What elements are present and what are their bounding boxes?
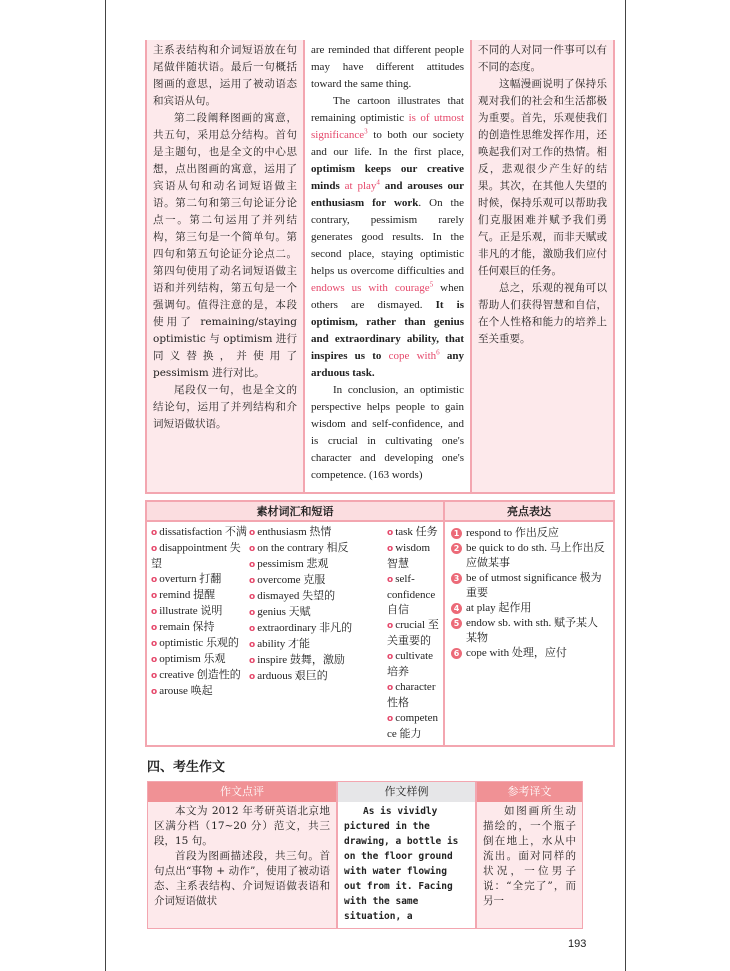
vocab-header: 素材词汇和短语 <box>147 502 443 522</box>
vocab-item: o dissatisfaction 不满 <box>151 525 249 541</box>
highlight-en: respond to <box>466 527 513 539</box>
highlight-zh: 极为重要 <box>466 572 602 599</box>
highlight-text <box>466 646 567 661</box>
review-para: 首段为图画描述段，共三句。首句点出“事物 + 动作”，使用了被动语态、主系表结构、介词短语做表语和介词短语做状 <box>154 850 330 907</box>
number-badge: 4 <box>451 603 462 614</box>
vocab-item: o arouse 唤起 <box>151 684 249 700</box>
review-header: 作文点评 <box>148 782 336 802</box>
vocab-item: o illustrate 说明 <box>151 604 249 620</box>
page-edge-right <box>625 0 626 971</box>
commentary-para: 主系表结构和介词短语放在句尾做伴随状语。最后一句概括图画的意思，运用了被动语态和宾语从句。 <box>153 44 297 107</box>
vocab-item: o character 性格 <box>387 680 439 711</box>
translation-para: 总之，乐观的视角可以帮助人们获得智慧和自信，在个人性格和能力的培养上至关重要。 <box>478 282 607 345</box>
highlight-en: cope with <box>466 647 510 659</box>
vocab-item: o overcome 克服 <box>249 573 387 589</box>
page-content <box>145 0 615 971</box>
vocab-item: o crucial 至关重要的 <box>387 618 439 649</box>
vocab-item: o dismayed 失望的 <box>249 589 387 605</box>
essay-text-segment: 3 <box>364 127 368 136</box>
highlight-item <box>451 646 607 661</box>
page-edge-left <box>105 0 106 971</box>
essay-text-segment: cope with <box>388 350 437 362</box>
highlight-text <box>466 571 607 601</box>
number-badge: 5 <box>451 618 462 629</box>
highlights-header: 亮点表达 <box>445 502 613 522</box>
vocab-item: o cultivate 培养 <box>387 649 439 680</box>
number-badge: 6 <box>451 648 462 659</box>
vocab-item: o on the contrary 相反 <box>249 541 387 557</box>
essay-text-segment: to both our society and our life. In the first place, <box>311 129 464 158</box>
highlights-list <box>445 522 613 665</box>
vocab-column <box>387 525 439 742</box>
essay-text-segment: when others are dismayed. <box>311 282 464 311</box>
essay-text-segment: at play <box>344 180 377 192</box>
vocab-column <box>151 525 249 742</box>
essay-text-segment: and arouses our enthusiasm for work <box>311 180 464 209</box>
student-essay-table <box>147 781 583 929</box>
highlight-text <box>466 601 531 616</box>
highlight-zh: 作出反应 <box>514 527 559 539</box>
vocab-item: o optimistic 乐观的 <box>151 636 249 652</box>
highlight-zh: 起作用 <box>498 602 532 614</box>
vocab-item: o disappointment 失望 <box>151 541 249 572</box>
essay-text-segment: any arduous task. <box>311 350 464 379</box>
translation-para: 不同的人对同一件事可以有不同的态度。 <box>478 44 607 73</box>
essay-text-segment: 4 <box>376 178 380 187</box>
commentary-para: 尾段仅一句，也是全文的结论句，运用了并列结构和介词短语做状语。 <box>153 384 297 430</box>
vocab-item: o ability 才能 <box>249 637 387 653</box>
highlight-text <box>466 616 607 646</box>
vocab-item: o remain 保持 <box>151 620 249 636</box>
translation-column <box>470 40 615 492</box>
vocab-list <box>147 522 443 745</box>
highlight-zh: 赋予某人某物 <box>466 617 598 644</box>
vocab-item: o genius 天赋 <box>249 605 387 621</box>
essay-column <box>305 40 470 492</box>
highlight-item <box>451 541 607 571</box>
sample-para: As is vividly pictured in the drawing, a bottle is on the floor ground with water flowing out from it. Facing with the same situation, a <box>344 806 459 922</box>
essay-para: are reminded that different people may have different attitudes toward the same thing. <box>311 44 464 90</box>
vocab-item: o extraordinary 非凡的 <box>249 621 387 637</box>
vocab-item: o inspire 鼓舞，激励 <box>249 653 387 669</box>
essay-para: In conclusion, an optimistic perspective helps people to gain wisdom and self-confidence, and is crucial in cultivating one's character and developing one's competence. (163 words) <box>311 384 464 481</box>
vocab-item: o remind 提醒 <box>151 588 249 604</box>
sample-header: 作文样例 <box>338 782 475 802</box>
vocab-item: o enthusiasm 热情 <box>249 525 387 541</box>
highlight-text <box>466 541 607 571</box>
essay-text-segment: 6 <box>436 348 440 357</box>
essay-text-segment: is of utmost significance <box>311 112 464 141</box>
highlight-item <box>451 601 607 616</box>
vocab-column <box>249 525 387 742</box>
highlight-en: at play <box>466 602 496 614</box>
vocab-item: o creative 创造性的 <box>151 668 249 684</box>
highlight-item <box>451 526 607 541</box>
essay-para-rich <box>311 93 464 382</box>
vocab-table <box>145 500 615 747</box>
vocab-item: o task 任务 <box>387 525 439 541</box>
number-badge: 3 <box>451 573 462 584</box>
vocab-item: o overturn 打翻 <box>151 572 249 588</box>
highlight-item <box>451 571 607 601</box>
section-title: 四、考生作文 <box>147 760 226 775</box>
highlight-en: endow sb. with sth. <box>466 617 552 629</box>
page-number: 193 <box>568 938 587 950</box>
highlight-en: be quick to do sth. <box>466 542 547 554</box>
vocab-item: o competence 能力 <box>387 711 439 742</box>
highlight-zh: 马上作出反应做某事 <box>466 542 605 569</box>
highlight-text <box>466 526 559 541</box>
vocab-item: o self-confidence 自信 <box>387 572 439 618</box>
translation-para: 这幅漫画说明了保持乐观对我们的社会和生活都极为重要。首先，乐观使我们的创造性思维发挥作用，还唤起我们对工作的热情。相反，悲观很少产生好的结果。其次，在其他人失望的时候，保持乐观可以帮助我们克服困难并赋予我们勇气。正是乐观，而非天赋或非凡的才能，激励我们应付任何艰巨的任务。 <box>478 78 607 277</box>
essay-text-segment: The cartoon illustrates that remaining optimistic <box>311 95 464 124</box>
vocab-item: o optimism 乐观 <box>151 652 249 668</box>
essay-text-segment: It is optimism, rather than genius and extraordinary ability, that inspires us to <box>311 299 464 362</box>
number-badge: 1 <box>451 528 462 539</box>
essay-columns <box>145 40 615 494</box>
essay-text-segment: 5 <box>429 280 434 289</box>
number-badge: 2 <box>451 543 462 554</box>
vocab-item: o wisdom 智慧 <box>387 541 439 572</box>
essay-text-segment: endows us with courage <box>311 282 430 294</box>
highlight-item <box>451 616 607 646</box>
essay-text-segment: . On the contrary, pessimism rarely generates good results. In the second place, staying optimistic helps us overcome difficulties and <box>311 197 464 277</box>
vocab-item: o arduous 艰巨的 <box>249 669 387 685</box>
review-para: 本文为 2012 年考研英语北京地区满分档（17~20 分）范文，共三段，15 句。 <box>154 805 330 847</box>
translation-header: 参考译文 <box>477 782 582 802</box>
essay-text-segment: optimism keeps our creative minds <box>311 163 464 192</box>
vocab-item: o pessimism 悲观 <box>249 557 387 573</box>
commentary-column <box>145 40 305 492</box>
highlight-zh: 处理，应付 <box>511 647 567 659</box>
highlight-en: be of utmost significance <box>466 572 577 584</box>
translation-para: 如图画所生动描绘的，一个瓶子倒在地上，水从中流出。面对同样的状况，一位男子说：“全完了”，而另一 <box>483 805 576 907</box>
commentary-para: 第二段阐释图画的寓意，共五句，采用总分结构。首句是主题句，也是全文的中心思想，点出图画的寓意，运用了宾语从句和动名词短语做主语。第二句和第三句论证分论点一。第二句运用了并列结构，第三句是一个简单句。第四句和第五句论证分论点二。第四句使用了动名词短语做主语和并列结构，第五句是一个强调句。值得注意的是，本段使用了 remaining/staying optimistic 与 optimism 进行同义替换，并使用了 pessimism 进行对比。 <box>153 112 297 379</box>
